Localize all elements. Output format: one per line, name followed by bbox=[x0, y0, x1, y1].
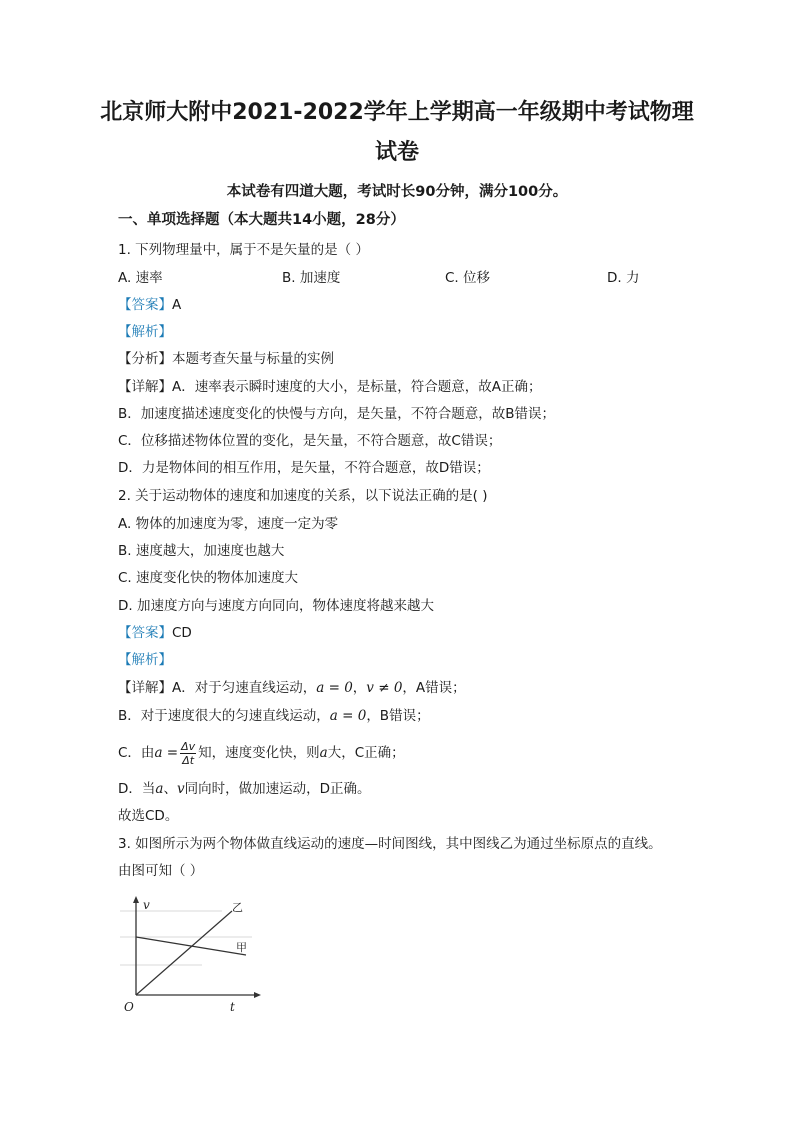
q1-option-a: A. 速率 bbox=[118, 270, 163, 286]
q2-detail-b bbox=[118, 706, 430, 726]
math-a: a bbox=[155, 781, 164, 797]
detail-text: A．对于匀速直线运动， bbox=[172, 680, 317, 696]
q2-detail-c bbox=[118, 738, 405, 768]
q2-detail-d bbox=[118, 779, 371, 799]
q1-detail-c: C．位移描述物体位置的变化，是矢量，不符合题意，故C错误； bbox=[118, 433, 502, 449]
q2-analysis bbox=[118, 650, 172, 670]
math-v: v bbox=[176, 781, 185, 797]
math-a-zero: a = 0 bbox=[329, 708, 367, 724]
detail-text: A．速率表示瞬时速度的大小，是标量，符合题意，故A正确； bbox=[172, 379, 542, 395]
q1-option-d: D. 力 bbox=[607, 270, 640, 286]
q2-option-c: C. 速度变化快的物体加速度大 bbox=[118, 570, 299, 586]
detail-tag: 【详解】 bbox=[118, 379, 172, 395]
answer-tag: 【答案】 bbox=[118, 625, 172, 641]
axis-label-v: v bbox=[143, 898, 150, 912]
line-label-jia: 甲 bbox=[236, 941, 247, 954]
q1-detail-d: D．力是物体间的相互作用，是矢量，不符合题意，故D错误； bbox=[118, 460, 490, 476]
document-title-line1: 北京师大附中2021-2022学年上学期高一年级期中考试物理 bbox=[100, 100, 694, 125]
detail-text: D．当 bbox=[118, 781, 156, 797]
detail-text: C．由 bbox=[118, 745, 155, 761]
q2-answer bbox=[118, 623, 192, 643]
q1-detail-a bbox=[118, 377, 541, 397]
analysis-tag: 【解析】 bbox=[118, 652, 172, 668]
detail-tag: 【详解】 bbox=[118, 680, 172, 696]
math-a-equals: a = bbox=[154, 745, 179, 761]
v-axis-arrow bbox=[133, 896, 139, 903]
section-heading: 一、单项选择题（本大题共14小题，28分） bbox=[118, 212, 405, 228]
document-title-line2: 试卷 bbox=[374, 140, 419, 165]
separator: 、 bbox=[163, 781, 177, 797]
q1-answer bbox=[118, 295, 181, 315]
q2-option-d: D. 加速度方向与速度方向同向，物体速度将越来越大 bbox=[118, 598, 434, 614]
q3-stem-line2: 由图可知（ ） bbox=[118, 863, 204, 879]
math-v-nonzero: v ≠ 0 bbox=[366, 680, 403, 696]
exam-instructions: 本试卷有四道大题，考试时长90分钟，满分100分。 bbox=[226, 184, 568, 200]
q2-stem: 2. 关于运动物体的速度和加速度的关系，以下说法正确的是( ) bbox=[118, 488, 488, 504]
q2-option-a: A. 物体的加速度为零，速度一定为零 bbox=[118, 516, 339, 532]
answer-tag: 【答案】 bbox=[118, 297, 172, 313]
detail-text-mid: 知，速度变化快，则 bbox=[198, 745, 320, 761]
q2-conclusion: 故选CD。 bbox=[118, 808, 179, 824]
separator: ， bbox=[352, 680, 367, 696]
fraction-dv-dt bbox=[180, 740, 196, 767]
q3-stem-line1: 3. 如图所示为两个物体做直线运动的速度—时间图线，其中图线乙为通过坐标原点的直线。 bbox=[118, 836, 662, 852]
line-label-yi: 乙 bbox=[232, 901, 243, 914]
fraction-numerator: Δv bbox=[181, 739, 196, 753]
math-a: a bbox=[319, 745, 328, 761]
fenxi-tag: 【分析】 bbox=[118, 351, 172, 367]
line-yi bbox=[136, 911, 232, 995]
detail-text-end: ，B错误； bbox=[366, 708, 430, 724]
q1-option-b: B. 加速度 bbox=[282, 270, 341, 286]
fraction-denominator: Δt bbox=[182, 753, 195, 767]
q1-option-c: C. 位移 bbox=[445, 270, 491, 286]
detail-text: B．对于速度很大的匀速直线运动， bbox=[118, 708, 330, 724]
velocity-time-graph bbox=[112, 893, 262, 1015]
answer-value: CD bbox=[172, 625, 192, 641]
axis-label-t: t bbox=[230, 1000, 235, 1014]
q2-option-b: B. 速度越大，加速度也越大 bbox=[118, 543, 285, 559]
detail-text-end: 同向时，做加速运动，D正确。 bbox=[184, 781, 371, 797]
detail-text-end: 大，C正确； bbox=[327, 745, 405, 761]
t-axis-arrow bbox=[254, 992, 261, 998]
analysis-tag: 【解析】 bbox=[118, 324, 172, 340]
answer-value: A bbox=[172, 297, 182, 313]
fenxi-text: 本题考查矢量与标量的实例 bbox=[172, 351, 334, 367]
math-a-zero: a = 0 bbox=[316, 680, 353, 696]
origin-label: O bbox=[124, 1000, 134, 1014]
q1-fenxi bbox=[118, 349, 334, 369]
q1-analysis bbox=[118, 322, 172, 342]
q1-detail-b: B．加速度描述速度变化的快慢与方向，是矢量，不符合题意，故B错误； bbox=[118, 406, 556, 422]
q1-stem: 1. 下列物理量中，属于不是矢量的是（ ） bbox=[118, 242, 369, 258]
detail-text-end: ，A错误； bbox=[402, 680, 466, 696]
q2-detail-a bbox=[118, 678, 466, 698]
line-jia bbox=[136, 937, 246, 955]
